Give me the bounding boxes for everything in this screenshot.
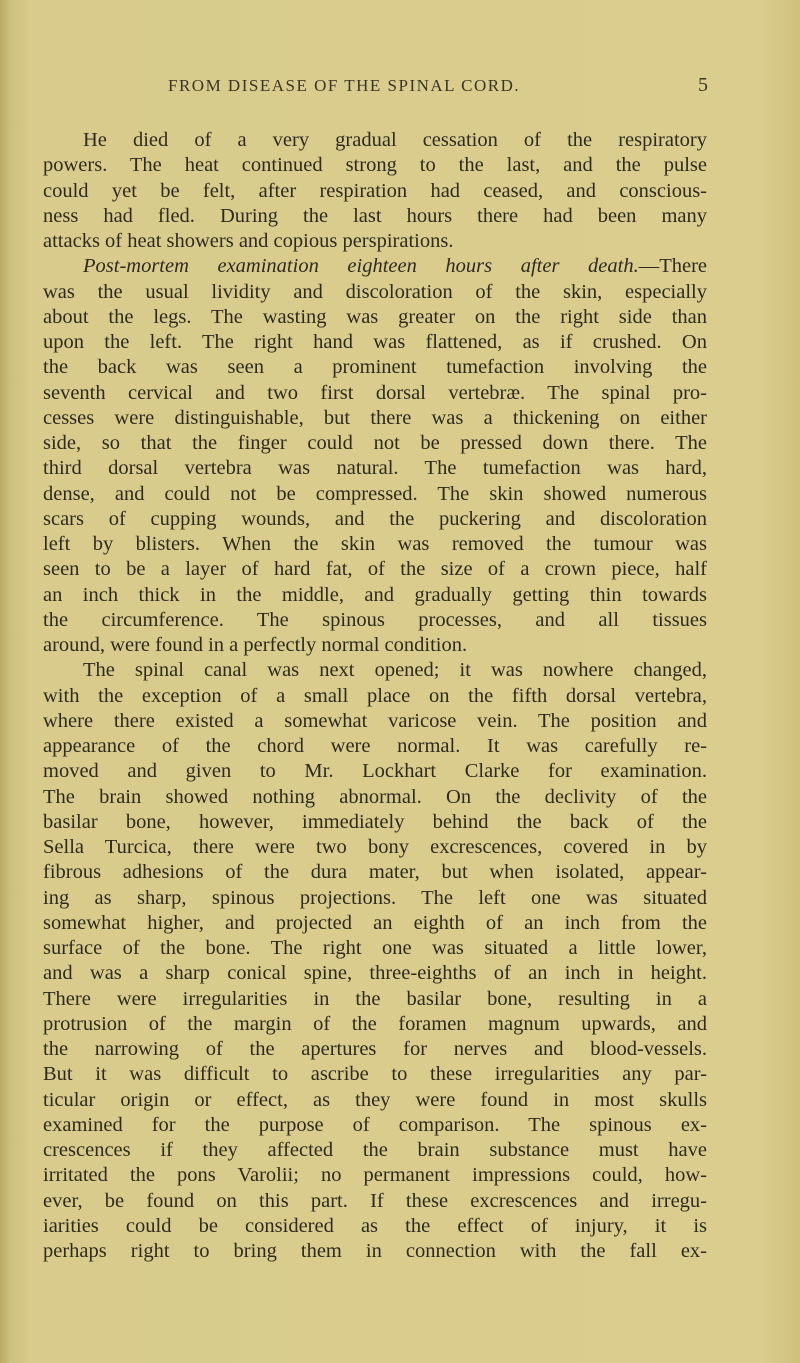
text-line <box>43 810 707 835</box>
text-line-content: ness had fled. During the last hours there had been many <box>43 204 707 227</box>
text-line-content: somewhat higher, and projected an eighth of an inch from the <box>43 911 707 934</box>
text-line-content: irritated the pons Varolii; no permanent impressions could, how- <box>43 1164 707 1187</box>
text-line <box>43 633 707 658</box>
text-line-content: scars of cupping wounds, and the puckering and discoloration <box>43 507 707 530</box>
text-line <box>43 583 707 608</box>
text-line <box>43 1113 707 1138</box>
text-line-content: examined for the purpose of comparison. The spinous ex- <box>43 1113 707 1136</box>
text-line <box>43 229 707 254</box>
text-line-content: cesses were distinguishable, but there was a thickening on either <box>43 406 707 429</box>
text-line-content: crescences if they affected the brain substance must have <box>43 1139 707 1161</box>
text-line-content: appearance of the chord were normal. It was carefully re- <box>43 735 707 757</box>
text-line <box>43 280 707 305</box>
text-line-content: powers. The heat continued strong to the last, and the pulse <box>43 154 707 177</box>
text-line-content: about the legs. The wasting was greater on the right side than <box>43 305 707 328</box>
text-line <box>43 987 707 1012</box>
text-line <box>43 1189 707 1214</box>
text-line-content: seen to be a layer of hard fat, of the size of a crown piece, half <box>43 558 707 581</box>
text-line-content: surface of the bone. The right one was situated a little lower, <box>43 937 707 959</box>
text-line-content: side, so that the finger could not be pressed down there. The <box>43 432 707 454</box>
text-line-content: ticular origin or effect, as they were found in most skulls <box>43 1088 707 1111</box>
section-heading: Post-mortem examination eighteen hours after death. <box>83 255 639 278</box>
body-text <box>43 128 707 1264</box>
text-line <box>43 1037 707 1062</box>
text-line <box>43 128 707 153</box>
heading-dash: —There <box>638 255 707 278</box>
text-line <box>43 204 707 229</box>
text-line <box>43 936 707 961</box>
text-line <box>43 911 707 936</box>
text-line <box>43 1062 707 1087</box>
running-title: FROM DISEASE OF THE SPINAL CORD. <box>168 76 521 95</box>
text-line <box>43 355 707 380</box>
text-line <box>43 658 707 683</box>
text-line-content: Sella Turcica, there were two bony excrescences, covered in by <box>43 836 707 858</box>
text-line-content: fibrous adhesions of the dura mater, but when isolated, appear- <box>43 861 707 884</box>
text-line-content: seventh cervical and two first dorsal vertebræ. The spinal pro- <box>43 381 707 404</box>
text-line <box>43 759 707 784</box>
text-line <box>43 961 707 986</box>
text-line <box>43 684 707 709</box>
text-line-content: There were irregularities in the basilar bone, resulting in a <box>43 987 707 1010</box>
text-line-content: attacks of heat showers and copious perspirations. <box>43 230 454 252</box>
text-line-content: But it was difficult to ascribe to these irregularities any par- <box>43 1063 707 1086</box>
text-line-content: The brain showed nothing abnormal. On the declivity of the <box>43 785 707 808</box>
text-line <box>43 557 707 582</box>
text-line <box>43 305 707 330</box>
page-header <box>168 76 708 106</box>
text-line-content: was the usual lividity and discoloration of the skin, especially <box>43 280 707 303</box>
text-line-content: the back was seen a prominent tumefaction involving the <box>43 356 707 379</box>
text-line <box>43 456 707 481</box>
text-line-content: perhaps right to bring them in connection with the fall ex- <box>43 1240 707 1262</box>
text-line <box>43 532 707 557</box>
paragraph-spinal-canal <box>43 658 707 1264</box>
page-number: 5 <box>698 74 708 96</box>
text-line <box>43 1239 707 1264</box>
text-line-content: basilar bone, however, immediately behind the back of the <box>43 810 707 833</box>
text-line-content: an inch thick in the middle, and gradually getting thin towards <box>43 583 707 606</box>
text-line <box>43 406 707 431</box>
text-line <box>43 1163 707 1188</box>
text-line-content: iarities could be considered as the effect of injury, it is <box>43 1214 707 1237</box>
text-line <box>43 1214 707 1239</box>
paragraph-death <box>43 128 707 254</box>
text-line-content: The spinal canal was next opened; it was nowhere changed, <box>83 659 707 682</box>
text-line-content: ing as sharp, spinous projections. The left one was situated <box>43 886 707 909</box>
text-line <box>43 254 707 279</box>
text-line <box>43 709 707 734</box>
text-line <box>43 179 707 204</box>
text-line-content: with the exception of a small place on the fifth dorsal vertebra, <box>43 684 707 707</box>
text-line-content: around, were found in a perfectly normal condition. <box>43 634 468 656</box>
text-line-content: left by blisters. When the skin was removed the tumour was <box>43 533 707 555</box>
text-line <box>43 381 707 406</box>
text-line-content: third dorsal vertebra was natural. The tumefaction was hard, <box>43 457 707 480</box>
text-line <box>43 785 707 810</box>
text-line <box>43 835 707 860</box>
text-line <box>43 1138 707 1163</box>
text-line <box>43 1088 707 1113</box>
text-line <box>43 507 707 532</box>
text-line-content: ever, be found on this part. If these excrescences and irregu- <box>43 1189 707 1212</box>
text-line-content: upon the left. The right hand was flattened, as if crushed. On <box>43 331 707 353</box>
text-line-content: He died of a very gradual cessation of the respiratory <box>83 129 707 151</box>
paragraph-post-mortem <box>43 254 707 658</box>
text-line <box>43 330 707 355</box>
text-line-content: protrusion of the margin of the foramen magnum upwards, and <box>43 1012 707 1035</box>
text-line <box>43 860 707 885</box>
text-line-content: the circumference. The spinous processes, and all tissues <box>43 608 707 631</box>
text-line <box>43 1012 707 1037</box>
text-line-content: dense, and could not be compressed. The skin showed numerous <box>43 482 707 505</box>
text-line-content: where there existed a somewhat varicose vein. The position and <box>43 709 707 732</box>
text-line <box>43 482 707 507</box>
text-line <box>43 734 707 759</box>
text-line <box>43 886 707 911</box>
text-line <box>43 431 707 456</box>
text-line-content: could yet be felt, after respiration had ceased, and conscious- <box>43 179 707 202</box>
text-line-content: moved and given to Mr. Lockhart Clarke for examination. <box>43 760 707 783</box>
text-line <box>43 608 707 633</box>
text-line-content: and was a sharp conical spine, three-eighths of an inch in height. <box>43 962 707 985</box>
text-line-content: the narrowing of the apertures for nerves and blood-vessels. <box>43 1038 707 1060</box>
text-line <box>43 153 707 178</box>
